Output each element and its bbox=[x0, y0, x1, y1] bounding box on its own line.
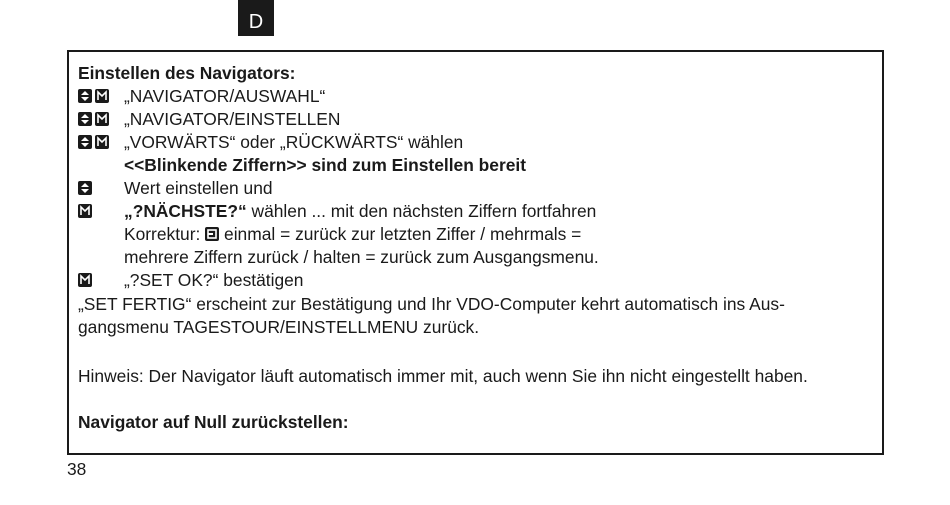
updown-button-icon bbox=[78, 112, 92, 126]
mode-button-icon bbox=[95, 135, 109, 149]
next-keyword: „?NÄCHSTE?“ bbox=[124, 201, 247, 221]
mode-button-icon bbox=[78, 273, 92, 287]
mode-button-icon bbox=[95, 89, 109, 103]
mode-button-icon bbox=[95, 112, 109, 126]
updown-button-icon bbox=[78, 89, 92, 103]
updown-button-icon bbox=[78, 181, 92, 195]
mode-button-icon bbox=[78, 204, 92, 218]
instruction-box: Einstellen des Navigators: „NAVIGATOR/AUSWAHL“ „NAVIGATOR/EINSTELLEN „VORWÄRTS“ oder „RÜCKWÄRTS“ wählen <<Blinkende Ziffern>> sind zum Einstellen bereit Wert einstellen und „?NÄCHSTE?“ wählen ... mit den nächsten Ziffern fortfahren Korrektur: einmal = zurück zur letzten Ziffer / mehrmals = mehrere Ziffern zurück / halten = zurück zum Ausgangsmenu. „?SET OK?“ bestätigen „SET FERTIG“ erscheint zur Bestätigung und Ihr VDO-Computer kehrt automatisch ins Aus- gangsmenu TAGESTOUR/EINSTELLMENU zurück. Hinweis: Der Navigator läuft automatisch immer mit, auch wenn Sie ihn nicht eingestellt haben. Navigator auf Null zurückstellen: bbox=[67, 50, 884, 455]
language-tab: D bbox=[238, 0, 274, 36]
updown-button-icon bbox=[78, 135, 92, 149]
page-number: 38 bbox=[67, 459, 87, 479]
back-button-icon bbox=[205, 227, 219, 241]
